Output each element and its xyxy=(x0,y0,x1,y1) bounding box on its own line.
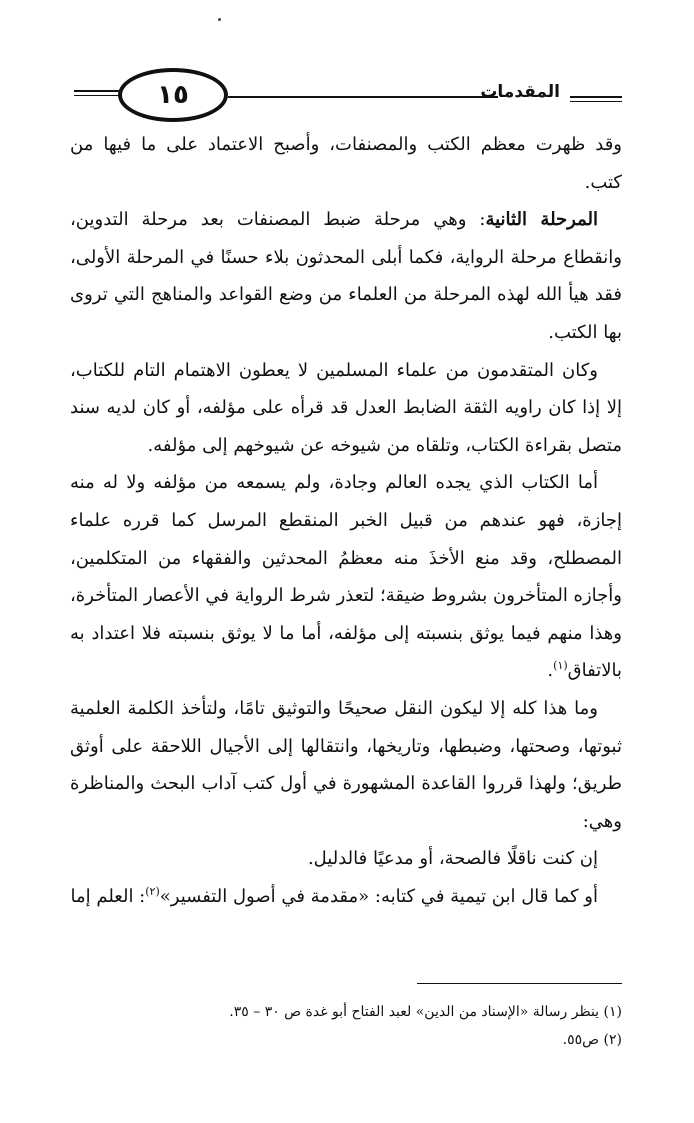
footnote-1: (١) ينظر رسالة «الإسناد من الدين» لعبد الفتاح أبو غدة ص ٣٠ – ٣٥. xyxy=(229,1004,622,1020)
header-rule-middle xyxy=(228,96,498,98)
section-heading: المرحلة الثانية xyxy=(485,209,598,231)
speck xyxy=(218,18,221,21)
paragraph-3: وكان المتقدمون من علماء المسلمين لا يعطون الاهتمام التام للكتاب، إلا إذا كان راويه الثقة الضابط العدل قد قرأه على مؤلفه، أو كان لديه سند متصل بقراءة الكتاب، وتلقاه من شيوخه عن شيوخهم إلى مؤلفه. xyxy=(70,359,622,456)
paragraph-1: وقد ظهرت معظم الكتب والمصنفات، وأصبح الاعتماد على ما فيها من كتب. xyxy=(70,134,622,193)
header-rule-right-thin xyxy=(570,101,622,102)
footnote-ref-2[interactable]: (٢) xyxy=(145,884,160,898)
paragraph-5: وما هذا كله إلا ليكون النقل صحيحًا والتوثيق تامًا، ولتأخذ الكلمة العلمية ثبوتها، وصحتها، وضبطها، وتاريخها، وانتقالها إلى الأجيال اللاحقة على أوثق طريق؛ ولهذا قرروا القاعدة المشهورة في أول كتب آداب البحث والمناظرة وهي: xyxy=(70,697,622,832)
paragraph-2: المرحلة الثانية: وهي مرحلة ضبط المصنفات بعد مرحلة التدوين، وانقطاع مرحلة الرواية، فكما أبلى المحدثون بلاء حسنًا في المرحلة الأولى، فقد هيأ الله لهذه المرحلة من العلماء من وضع القواعد والمناهج التي تروى بها الكتب. xyxy=(70,209,622,343)
header-rule-left-thin xyxy=(74,95,124,96)
header-rule-left xyxy=(74,90,124,92)
footnote-separator xyxy=(417,983,622,984)
footnote-2: (٢) ص٥٥. xyxy=(562,1032,622,1048)
running-title: المقدمات xyxy=(480,82,560,102)
footnote-ref-1[interactable]: (١) xyxy=(553,659,568,673)
main-text xyxy=(70,126,622,915)
page-number: ١٥ xyxy=(157,80,189,110)
header-rule-right xyxy=(570,96,622,98)
page-number-badge xyxy=(118,68,228,122)
paragraph-6: أو كما قال ابن تيمية في كتابه: «مقدمة في أصول التفسير»$^{(٢)}$: العلم إما xyxy=(70,884,598,907)
paragraph-4: أما الكتاب الذي يجده العالم وجادة، ولم يسمعه من مؤلفه ولا له منه إجازة، فهو عندهم من قبيل الخبر المنقطع المرسل كما قرره علماء المصطلح، وقد منع الأخذَ منه معظمُ المحدثين والفقهاء من المتكلمين، وأجازه المتأخرون بشروط ضيقة؛ لتعذر شرط الرواية في الأعصار المتأخرة، وهذا منهم فيما يوثق بنسبته إلى مؤلفه، أما ما لا يوثق بنسبته فلا اعتداد به بالاتفاق$^{(١)}$. xyxy=(70,472,622,682)
maxim-line: إن كنت ناقلًا فالصحة، أو مدعيًا فالدليل. xyxy=(307,848,598,870)
footnotes xyxy=(70,998,622,1054)
page-header xyxy=(74,68,622,124)
